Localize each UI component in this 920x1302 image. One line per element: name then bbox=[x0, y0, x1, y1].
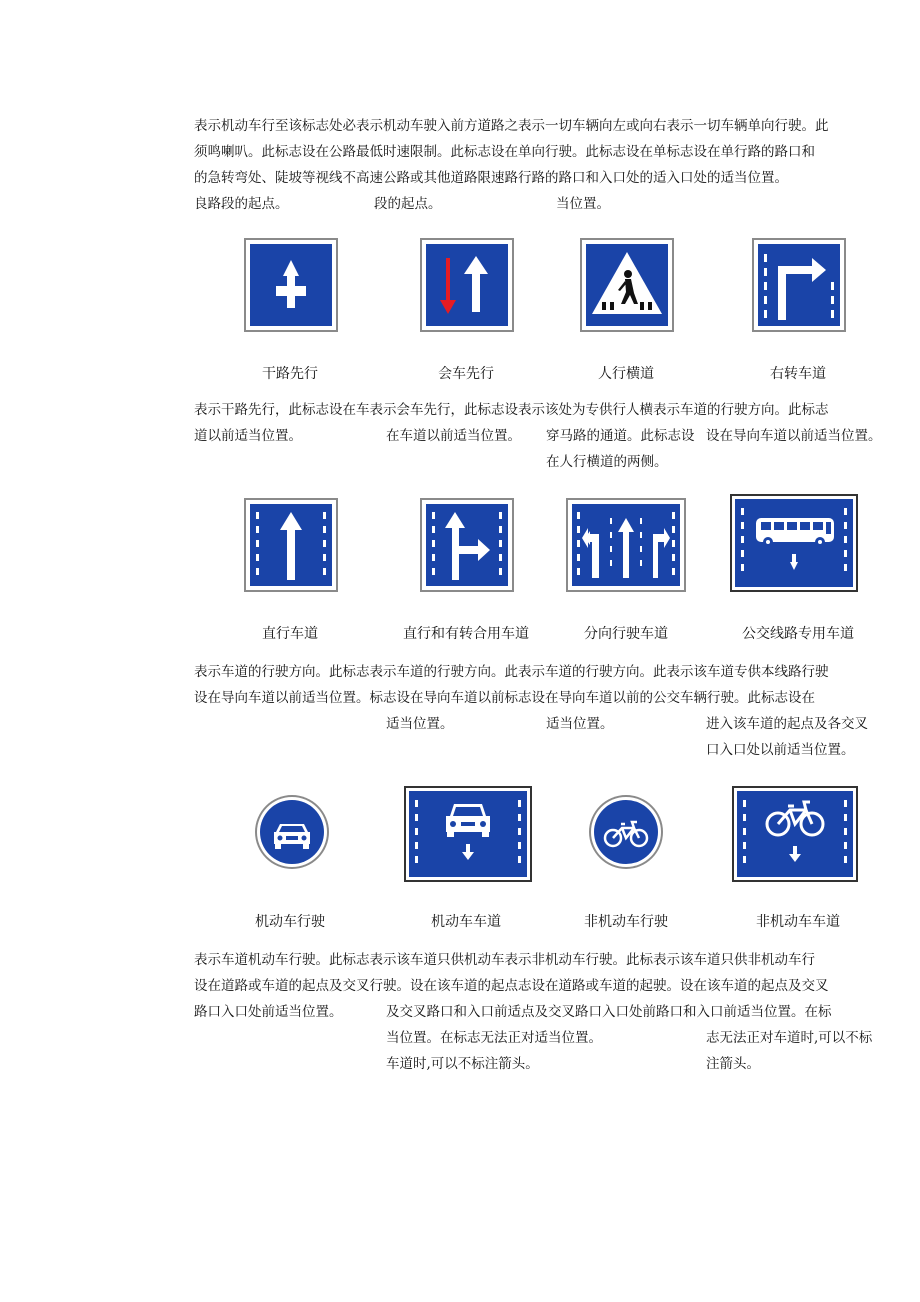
desc-line: 适当位置。 bbox=[386, 716, 454, 732]
desc-line: 设在导向车道以前适当位置。 bbox=[706, 428, 882, 444]
motor-vehicle-icon bbox=[254, 794, 330, 870]
desc-line: 适当位置。 bbox=[546, 716, 614, 732]
intro-tail-1: 良路段的起点。 bbox=[194, 196, 289, 212]
bicycle-lane-icon bbox=[732, 786, 858, 882]
desc-line: 表示干路先行，此标志设在车表示会车先行，此标志设表示该处为专供行人横表示车道的行驶方向。此标志 bbox=[194, 402, 829, 418]
priority-road-icon bbox=[244, 238, 338, 332]
desc-line: 在人行横道的两侧。 bbox=[546, 454, 668, 470]
motor-vehicle-lane-icon bbox=[404, 786, 532, 882]
intro-tail-3: 当位置。 bbox=[556, 196, 610, 212]
sign-caption: 干路先行 bbox=[262, 366, 318, 382]
intro-tail-2: 段的起点。 bbox=[374, 196, 442, 212]
pedestrian-crossing-icon bbox=[580, 238, 674, 332]
desc-line: 设在道路或车道的起点及交叉行驶。设在该车道的起点志设在道路或车道的起驶。设在该车道的起点及交叉 bbox=[194, 978, 829, 994]
intro-line-3: 的急转弯处、陡坡等视线不高速公路或其他道路限速路行路的路口和入口处的适入口处的适当位置。 bbox=[194, 170, 788, 186]
desc-line: 表示车道的行驶方向。此标志表示车道的行驶方向。此表示车道的行驶方向。此表示该车道专供本线路行驶 bbox=[194, 664, 829, 680]
desc-line: 注箭头。 bbox=[706, 1056, 760, 1072]
desc-line: 车道时,可以不标注箭头。 bbox=[386, 1056, 539, 1072]
sign-caption: 非机动车车道 bbox=[756, 914, 840, 930]
sign-caption: 分向行驶车道 bbox=[584, 626, 668, 642]
desc-line: 表示车道机动车行驶。此标志表示该车道只供机动车表示非机动车行驶。此标表示该车道只供非机动车行 bbox=[194, 952, 815, 968]
desc-line: 志无法正对车道时,可以不标 bbox=[706, 1030, 873, 1046]
intro-line-1: 表示机动车行至该标志处必表示机动车驶入前方道路之表示一切车辆向左或向右表示一切车辆单向行驶。此 bbox=[194, 118, 829, 134]
intro-line-2: 须鸣喇叭。此标志设在公路最低时速限制。此标志设在单向行驶。此标志设在单标志设在单行路的路口和 bbox=[194, 144, 815, 160]
sign-caption: 会车先行 bbox=[438, 366, 494, 382]
sign-caption: 非机动车行驶 bbox=[584, 914, 668, 930]
desc-line: 穿马路的通道。此标志设 bbox=[546, 428, 695, 444]
desc-line: 当位置。在标志无法正对适当位置。 bbox=[386, 1030, 602, 1046]
straight-lane-icon bbox=[244, 498, 338, 592]
sign-caption: 右转车道 bbox=[770, 366, 826, 382]
desc-line: 设在导向车道以前适当位置。标志设在导向车道以前标志设在导向车道以前的公交车辆行驶。此标志设在 bbox=[194, 690, 815, 706]
bus-lane-icon bbox=[730, 494, 858, 592]
desc-line: 口入口处以前适当位置。 bbox=[706, 742, 855, 758]
sign-caption: 公交线路专用车道 bbox=[742, 626, 854, 642]
oncoming-priority-icon bbox=[420, 238, 514, 332]
bicycle-icon bbox=[588, 794, 664, 870]
split-lanes-icon bbox=[566, 498, 686, 592]
right-turn-lane-icon bbox=[752, 238, 846, 332]
sign-caption: 机动车车道 bbox=[431, 914, 501, 930]
desc-line: 道以前适当位置。 bbox=[194, 428, 302, 444]
desc-line: 在车道以前适当位置。 bbox=[386, 428, 521, 444]
sign-caption: 机动车行驶 bbox=[255, 914, 325, 930]
desc-line: 路口入口处前适当位置。 bbox=[194, 1004, 343, 1020]
desc-line: 及交叉路口和入口前适点及交叉路口入口处前路口和入口前适当位置。在标 bbox=[386, 1004, 832, 1020]
sign-caption: 人行横道 bbox=[598, 366, 654, 382]
straight-right-lane-icon bbox=[420, 498, 514, 592]
sign-caption: 直行车道 bbox=[262, 626, 318, 642]
desc-line: 进入该车道的起点及各交叉 bbox=[706, 716, 868, 732]
sign-caption: 直行和有转合用车道 bbox=[403, 626, 529, 642]
